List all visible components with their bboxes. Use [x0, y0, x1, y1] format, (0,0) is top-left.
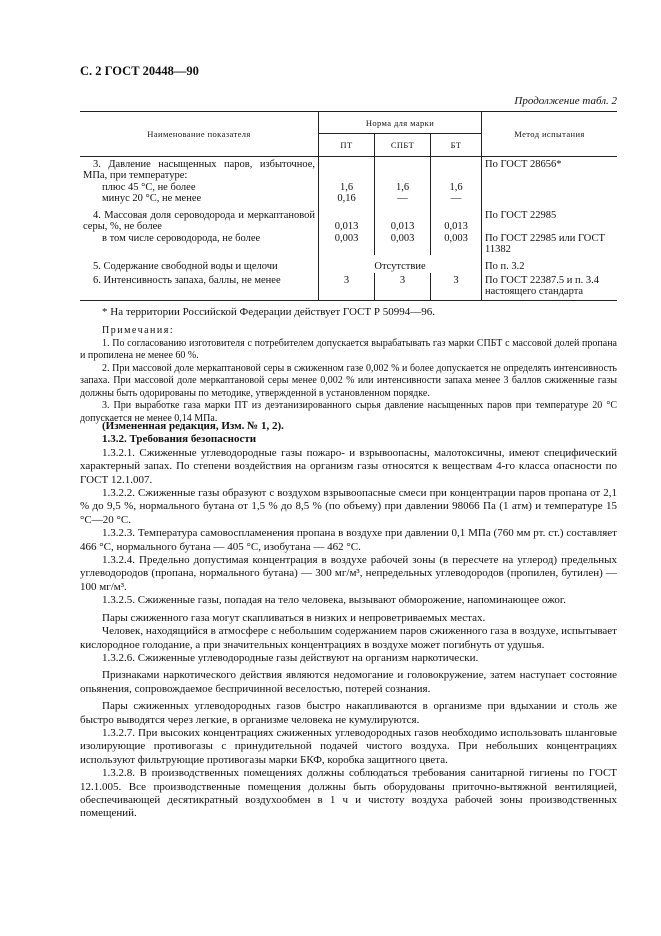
col-header-method: Метод испытания	[482, 112, 618, 157]
paragraph: Пары сжиженных углеводородных газов быстро накапливаются в организме при вдыхании и столь же быстро выводятся через легкие, в организме человека не кумулируются.	[80, 700, 617, 726]
paragraph: 1.3.2.8. В производственных помещениях должны соблюдаться требования санитарной гигиены по ГОСТ 12.1.005. Все производственные помещения должны быть оборудованы приточно-вытяжной вентиляцией, обеспечивающей десятикратный воздухообмен в 1 ч и чистоту воздуха рабочей зоны производственных помещений.	[80, 767, 617, 820]
note-item: 1. По согласованию изготовителя с потребителем допускается вырабатывать газ марки СПБТ с массовой долей пропана и пропилена не менее 60 %.	[80, 337, 617, 361]
revision-note: (Измененная редакция, Изм. № 1, 2).	[102, 420, 284, 432]
table-row	[80, 255, 617, 272]
paragraph: Признаками наркотического действия являются недомогание и головокружение, затем наступает состояние опьянения, сопровождаемое беспричинной веселостью, потерей сознания.	[80, 669, 617, 695]
paragraph: 1.3.2.6. Сжиженные углеводородные газы действуют на организм наркотически.	[102, 651, 479, 664]
cell-pt: 0,16	[319, 193, 375, 204]
cell-spbt: 0,003	[375, 233, 431, 256]
col-header-pt: ПТ	[319, 134, 375, 157]
cell-spbt: 0,013	[375, 204, 431, 233]
paragraph: Человек, находящийся в атмосфере с небольшим содержанием паров сжиженного газа в воздухе, испытывает кислородное голодание, а при значительных концентрациях в воздухе может погибнуть от удушья.	[80, 625, 617, 651]
table-row	[80, 193, 617, 204]
cell-method: По ГОСТ 28656*	[482, 157, 618, 182]
cell-method: По п. 3.2	[482, 255, 618, 272]
note-item: 3. При выработке газа марки ПТ из деэтанизированного сырья давление насыщенных паров при температуре 20 °С допускается не менее 0,14 МПа.	[80, 400, 617, 424]
row-name: плюс 45 °С, не более	[102, 181, 196, 193]
cell-bt: 0,013	[431, 204, 482, 233]
row-name: 3. Давление насыщенных паров, избыточное, МПа, при температуре:	[83, 159, 315, 182]
col-header-bt: БТ	[431, 134, 482, 157]
footnote	[80, 306, 617, 319]
cell-bt	[431, 157, 482, 182]
cell-bt: 3	[431, 273, 482, 302]
table-bottom-rule	[80, 300, 617, 301]
row-name: в том числе сероводорода, не более	[102, 232, 261, 244]
table-row	[80, 273, 617, 302]
table-row	[80, 233, 617, 256]
specification-table	[80, 111, 617, 301]
col-header-norm: Норма для марки	[319, 112, 482, 134]
paragraph: 1.3.2.5. Сжиженные газы, попадая на тело человека, вызывают обморожение, напоминающее ожог.	[102, 594, 566, 607]
row-name: минус 20 °С, не менее	[102, 192, 202, 204]
paragraph: 1.3.2.7. При высоких концентрациях сжиженных углеводородных газов необходимо использовать шланговые изолирующие противогазы с принудительной подачей чистого воздуха. При небольших концентрациях используют фильтрующие противогазы марки БКФ, коробка защитного цвета.	[80, 726, 617, 766]
row-name: 4. Массовая доля сероводорода и меркаптановой серы, %, не более	[83, 210, 315, 233]
cell-spbt: 1,6	[375, 182, 431, 193]
paragraph: 1.3.2.4. Предельно допустимая концентрация в воздухе рабочей зоны (в пересчете на углерод) предельных углеводородов (пропана, нормального бутана) — 300 мг/м³, непредельных углеводородов (пропилен, бутилен) — 100 мг/м³.	[80, 554, 617, 593]
cell-pt: 0,013	[319, 204, 375, 233]
cell-method: По ГОСТ 22985 или ГОСТ 11382	[482, 233, 618, 256]
cell-spbt: 3	[375, 273, 431, 302]
row-name: 6. Интенсивность запаха, баллы, не менее	[93, 274, 281, 286]
paragraph: Пары сжиженного газа могут скапливаться в низких и непроветриваемых местах.	[102, 611, 486, 624]
cell-pt: 3	[319, 273, 375, 302]
cell-method: По ГОСТ 22387.5 и п. 3.4 настоящего стандарта	[482, 273, 618, 302]
cell-pt: 0,003	[319, 233, 375, 256]
table-row	[80, 204, 617, 233]
footnote-text: * На территории Российской Федерации действует ГОСТ Р 50994—96.	[102, 306, 436, 318]
notes-title: Примечания:	[102, 325, 175, 336]
cell-method: По ГОСТ 22985	[482, 204, 618, 233]
cell-bt: 1,6	[431, 182, 482, 193]
cell-pt: 1,6	[319, 182, 375, 193]
col-header-name: Наименование показателя	[80, 112, 319, 157]
notes-block	[80, 325, 617, 425]
cell-pt	[319, 157, 375, 182]
cell-merged-value: Отсутствие	[319, 255, 482, 272]
cell-spbt: —	[375, 193, 431, 204]
row-name: 5. Содержание свободной воды и щелочи	[93, 261, 278, 273]
cell-spbt	[375, 157, 431, 182]
body-text	[80, 420, 617, 821]
col-header-spbt: СПБТ	[375, 134, 431, 157]
cell-bt: 0,003	[431, 233, 482, 256]
cell-method	[482, 182, 618, 193]
table-row	[80, 182, 617, 193]
table-row	[80, 157, 617, 182]
cell-method	[482, 193, 618, 204]
table-continuation-label: Продолжение табл. 2	[514, 95, 617, 107]
page-header: С. 2 ГОСТ 20448—90	[80, 64, 199, 78]
paragraph: 1.3.2.2. Сжиженные газы образуют с воздухом взрывоопасные смеси при концентрации паров пропана от 2,1 % до 9,5 %, нормального бутана от 1,5 % до 8,5 % (по объему) при давлении 98066 Па (1 атм) и температуре 15 °С—20 °С.	[80, 487, 617, 526]
note-item: 2. При массовой доле меркаптановой серы в сжиженном газе 0,002 % и более допускается не определять интенсивность запаха. При массовой доле меркаптановой серы менее 0,002 % или интенсивности запаха менее 3 баллов сжиженные газы должны быть одорированы по методике, утвержденной в установленном порядке.	[80, 362, 617, 399]
section-heading: 1.3.2. Требования безопасности	[102, 433, 257, 446]
cell-bt: —	[431, 193, 482, 204]
paragraph: 1.3.2.1. Сжиженные углеводородные газы пожаро- и взрывоопасны, малотоксичны, имеют специфический характерный запах. По степени воздействия на организм газы относятся к веществам 4-го класса опасности по ГОСТ 12.1.007.	[80, 446, 617, 486]
paragraph: 1.3.2.3. Температура самовоспламенения пропана в воздухе при давлении 0,1 МПа (760 мм рт. ст.) составляет 466 °С, нормального бутана — 405 °С, изобутана — 462 °С.	[80, 527, 617, 553]
